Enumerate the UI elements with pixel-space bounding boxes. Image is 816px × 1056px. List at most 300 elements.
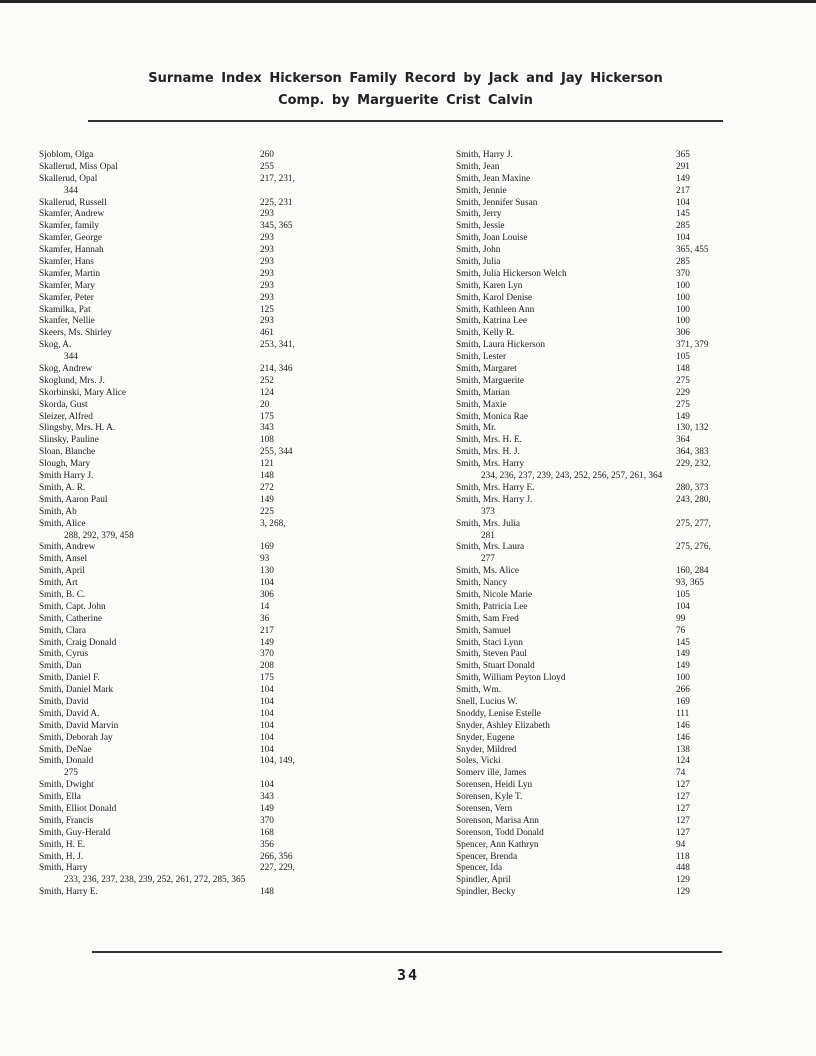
entry-name: Smith, Art: [39, 578, 78, 589]
index-entry: [39, 756, 369, 768]
index-entry: [39, 661, 369, 673]
entry-pages: 365: [676, 150, 690, 160]
entry-pages: 275: [676, 375, 690, 386]
entry-name: Skamfer, Peter: [39, 292, 94, 303]
entry-name: Skog, Andrew: [39, 364, 93, 375]
entry-pages: 93: [260, 554, 270, 565]
index-entry: [456, 875, 781, 887]
index-entry: [456, 733, 781, 745]
page-header: [88, 68, 723, 112]
index-entry: [39, 673, 369, 685]
entry-name: Smith, April: [39, 566, 85, 577]
entry-name: Somerv ille, James: [456, 768, 527, 779]
entry-name: Sorensen, Vern: [456, 803, 513, 814]
entry-pages: 130: [260, 566, 274, 577]
index-entry: [39, 459, 369, 471]
index-entry: [456, 435, 781, 447]
index-entry: [39, 376, 369, 388]
entry-name: Sorenson, Todd Donald: [456, 827, 544, 838]
entry-name: Spindler, April: [456, 875, 511, 886]
index-entry: [456, 638, 781, 650]
entry-name: Slough, Mary: [39, 459, 91, 470]
entry-pages: 104: [676, 197, 690, 208]
entry-pages: 149: [676, 173, 690, 184]
entry-pages: 129: [676, 875, 690, 886]
entry-pages: 293: [260, 209, 274, 220]
entry-pages: 356: [260, 839, 274, 850]
entry-pages: 111: [676, 708, 690, 719]
entry-pages: 125: [260, 304, 274, 315]
entry-pages-continued: 288, 292, 379, 458: [64, 530, 134, 541]
entry-pages: 252: [260, 375, 274, 386]
entry-name: Skallerud, Miss Opal: [39, 161, 118, 172]
entry-name: Smith, Marian: [456, 387, 510, 398]
index-column-right: [456, 150, 781, 899]
entry-pages: 149: [260, 494, 274, 505]
entry-name: Smith, Andrew: [39, 542, 96, 553]
index-entry: [39, 293, 369, 305]
entry-name: Smith, Ella: [39, 792, 81, 803]
index-entry: [39, 364, 369, 376]
entry-pages: 293: [260, 280, 274, 291]
index-entry: [39, 400, 369, 412]
entry-pages: 149: [260, 637, 274, 648]
index-entry: [39, 328, 369, 340]
entry-name: Smith, Mrs. H. E.: [456, 435, 522, 446]
entry-name: Smith, William Peyton Lloyd: [456, 673, 566, 684]
index-entry: [456, 281, 781, 293]
entry-name: Smith, John: [456, 245, 501, 256]
entry-name: Smith, Laura Hickerson: [456, 340, 546, 351]
entry-name: Smith, Donald: [39, 756, 94, 767]
index-entry: [456, 626, 781, 638]
entry-pages: 14: [260, 601, 270, 612]
entry-pages: 217: [260, 625, 274, 636]
index-entry: [456, 721, 781, 733]
top-border: [0, 0, 816, 3]
index-entry: [39, 697, 369, 709]
entry-name: Smith, Mrs. Julia: [456, 518, 521, 529]
entry-name: Smith, Harry E.: [39, 887, 98, 898]
index-entry: [39, 733, 369, 745]
entry-pages: 104: [260, 696, 274, 707]
entry-name: Smith, Nicole Marie: [456, 589, 533, 600]
index-entry: [456, 649, 781, 661]
header-title: Surname Index Hickerson Family Record by Jack and Jay Hickerson: [148, 71, 663, 86]
entry-name: Smith, Marguerite: [456, 375, 524, 386]
entry-name: Smith, Elliot Donald: [39, 803, 117, 814]
index-entry: [456, 673, 781, 685]
index-entry: [39, 840, 369, 852]
entry-pages-continued: 233, 236, 237, 238, 239, 252, 261, 272, 285, 365: [64, 875, 246, 886]
entry-pages: 104: [260, 578, 274, 589]
entry-name: Skamilka, Pat: [39, 304, 91, 315]
index-entry: [456, 233, 781, 245]
entry-name: Smith, Kelly R.: [456, 328, 515, 339]
entry-pages: 105: [676, 589, 690, 600]
index-entry: [456, 423, 781, 435]
entry-name: Smith, Mrs. Harry: [456, 459, 525, 470]
entry-name: Smith, David Marvin: [39, 720, 119, 731]
entry-pages: 105: [676, 352, 690, 363]
entry-pages: 217: [676, 185, 690, 196]
entry-name: Slinsky, Pauline: [39, 435, 99, 446]
entry-pages: 108: [260, 435, 274, 446]
index-entry: [456, 566, 781, 578]
entry-pages: 104: [260, 708, 274, 719]
index-entry: [456, 756, 781, 768]
entry-pages: 127: [676, 780, 690, 791]
entry-name: Smith, Harry J.: [456, 150, 513, 160]
index-entry: [456, 768, 781, 780]
entry-pages: 146: [676, 732, 690, 743]
index-entry: [39, 804, 369, 816]
entry-name: Slingsby, Mrs. H. A.: [39, 423, 116, 434]
index-entry: [39, 340, 369, 352]
entry-pages: 285: [676, 221, 690, 232]
entry-pages: 266, 356: [260, 851, 293, 862]
entry-name: Smith, Guy-Herald: [39, 827, 111, 838]
entry-pages: 370: [260, 649, 274, 660]
entry-pages: 127: [676, 815, 690, 826]
index-entry: [456, 364, 781, 376]
index-entry: [39, 828, 369, 840]
index-entry: [39, 852, 369, 864]
entry-name: Sorensen, Heidi Lyn: [456, 780, 533, 791]
entry-pages: 127: [676, 792, 690, 803]
index-entry: [456, 376, 781, 388]
entry-name: Smith, Clara: [39, 625, 86, 636]
entry-pages: 343: [260, 423, 274, 434]
entry-pages: 149: [676, 649, 690, 660]
entry-name: Snyder, Mildred: [456, 744, 517, 755]
index-entry: [456, 887, 781, 899]
entry-name: Skorbinski, Mary Alice: [39, 387, 127, 398]
index-entry: [39, 792, 369, 804]
entry-name: Skorda, Gust: [39, 399, 88, 410]
entry-pages: 130, 132: [676, 423, 709, 434]
index-entry: [456, 709, 781, 721]
entry-pages: 100: [676, 316, 690, 327]
index-entry: [456, 661, 781, 673]
entry-name: Smith Harry J.: [39, 471, 94, 482]
entry-pages: 371, 379: [676, 340, 709, 351]
entry-name: Smith, Ansel: [39, 554, 88, 565]
entry-name: Smith, Dan: [39, 661, 82, 672]
entry-pages: 229: [676, 387, 690, 398]
entry-name: Soles, Vicki: [456, 756, 501, 767]
index-entry: [39, 198, 369, 210]
entry-pages-continued: 234, 236, 237, 239, 243, 252, 256, 257, 261, 364: [481, 471, 663, 482]
entry-pages: 94: [676, 839, 686, 850]
entry-pages: 104: [260, 685, 274, 696]
index-entry: [456, 804, 781, 816]
entry-pages: 100: [676, 292, 690, 303]
entry-pages: 217, 231,: [260, 173, 295, 184]
entry-pages: 280, 373: [676, 482, 709, 493]
entry-pages-continued: 344: [64, 185, 78, 196]
entry-name: Smith, Daniel F.: [39, 673, 100, 684]
index-entry: [456, 293, 781, 305]
entry-name: Smith, Mrs. H. J.: [456, 447, 520, 458]
entry-pages: 370: [260, 815, 274, 826]
index-entry: [456, 816, 781, 828]
index-entry: [456, 209, 781, 221]
entry-name: Smith, Aaron Paul: [39, 494, 108, 505]
entry-name: Smith, Catherine: [39, 613, 103, 624]
entry-name: Sorenson, Marisa Ann: [456, 815, 539, 826]
index-entry: [39, 412, 369, 424]
entry-pages: 124: [676, 756, 690, 767]
entry-name: Smith, Karen Lyn: [456, 280, 523, 291]
entry-pages: 461: [260, 328, 274, 339]
entry-name: Smith, Alice: [39, 518, 86, 529]
entry-name: Skamfer, Andrew: [39, 209, 105, 220]
entry-pages: 243, 280,: [676, 494, 711, 505]
index-entry: [39, 554, 369, 566]
entry-pages: 275, 277,: [676, 518, 711, 529]
index-entry: [39, 150, 369, 162]
index-entry: [39, 495, 369, 507]
index-entry: [39, 435, 369, 447]
index-entry: [456, 519, 781, 531]
index-entry: [39, 423, 369, 435]
entry-pages: 208: [260, 661, 274, 672]
index-entry: [39, 245, 369, 257]
index-entry: [456, 685, 781, 697]
index-entry: [456, 578, 781, 590]
index-entry: [456, 495, 781, 507]
index-entry: [456, 186, 781, 198]
entry-pages: 345, 365: [260, 221, 293, 232]
entry-name: Snoddy, Lenise Estelle: [456, 708, 541, 719]
entry-pages: 255, 344: [260, 447, 293, 458]
entry-name: Skog, A.: [39, 340, 72, 351]
entry-name: Skanfer, Nellie: [39, 316, 95, 327]
entry-pages: 448: [676, 863, 690, 874]
entry-pages: 121: [260, 459, 274, 470]
entry-name: Snyder, Eugene: [456, 732, 515, 743]
index-entry: [39, 221, 369, 233]
index-entry: [456, 305, 781, 317]
entry-name: Smith, Joan Louise: [456, 233, 528, 244]
entry-name: Smith, Maxie: [456, 399, 507, 410]
entry-pages: 104: [676, 601, 690, 612]
index-entry: [39, 602, 369, 614]
index-entry: [39, 638, 369, 650]
index-entry: [39, 483, 369, 495]
entry-name: Smith, Sam Fred: [456, 613, 519, 624]
index-entry: [456, 352, 781, 364]
entry-name: Smith, Jennifer Susan: [456, 197, 538, 208]
index-entry: [456, 697, 781, 709]
entry-pages: 148: [676, 364, 690, 375]
entry-pages: 104: [260, 732, 274, 743]
entry-pages-continued: 275: [64, 768, 78, 779]
entry-pages: 225, 231: [260, 197, 293, 208]
entry-pages: 227, 229,: [260, 863, 295, 874]
index-entry: [456, 388, 781, 400]
entry-name: Smith, Harry: [39, 863, 88, 874]
entry-name: Sloan, Blanche: [39, 447, 96, 458]
index-entry: [39, 578, 369, 590]
index-entry: [39, 316, 369, 328]
index-entry: [39, 780, 369, 792]
entry-pages: 145: [676, 209, 690, 220]
index-entry: [456, 863, 781, 875]
entry-name: Smith, Francis: [39, 815, 94, 826]
entry-name: Skamfer, family: [39, 221, 100, 232]
entry-name: Smith, Jessie: [456, 221, 505, 232]
index-entry: [456, 447, 781, 459]
index-entry: [39, 269, 369, 281]
entry-name: Smith, Jean Maxine: [456, 173, 531, 184]
entry-name: Smith, Capt. John: [39, 601, 106, 612]
entry-pages: 272: [260, 482, 274, 493]
entry-pages: 175: [260, 411, 274, 422]
entry-name: Sjoblom, Olga: [39, 150, 94, 160]
entry-name: Sleizer, Alfred: [39, 411, 93, 422]
entry-name: Smith, Patricia Lee: [456, 601, 528, 612]
index-entry: [456, 792, 781, 804]
index-entry: [39, 209, 369, 221]
index-entry: [39, 566, 369, 578]
entry-pages: 260: [260, 150, 274, 160]
entry-pages: 169: [676, 696, 690, 707]
index-entry: [39, 709, 369, 721]
index-entry: [456, 221, 781, 233]
entry-pages: 160, 284: [676, 566, 709, 577]
entry-name: Smith, Samuel: [456, 625, 511, 636]
entry-pages: 214, 346: [260, 364, 293, 375]
entry-name: Smith, Jennie: [456, 185, 507, 196]
index-entry: [456, 614, 781, 626]
entry-pages: 365, 455: [676, 245, 709, 256]
index-entry: [456, 340, 781, 352]
entry-pages: 293: [260, 292, 274, 303]
entry-pages: 3, 268,: [260, 518, 286, 529]
entry-pages: 149: [676, 411, 690, 422]
index-entry: [39, 174, 369, 186]
index-entry: [39, 590, 369, 602]
entry-name: Smith, Kathleen Ann: [456, 304, 535, 315]
entry-name: Snell, Lucius W.: [456, 696, 518, 707]
index-entry: [39, 471, 369, 483]
entry-pages: 306: [260, 589, 274, 600]
entry-name: Smith, David A.: [39, 708, 100, 719]
entry-pages: 364, 383: [676, 447, 709, 458]
entry-pages: 275: [676, 399, 690, 410]
entry-name: Smith, Lester: [456, 352, 507, 363]
entry-name: Skamfer, Hans: [39, 257, 94, 268]
entry-name: Skallerud, Russell: [39, 197, 107, 208]
entry-name: Skeers, Ms. Shirley: [39, 328, 112, 339]
entry-pages-continued: 281: [481, 530, 495, 541]
entry-name: Smith, A. R.: [39, 482, 86, 493]
index-entry: [456, 174, 781, 186]
index-entry: [39, 388, 369, 400]
index-entry: [456, 328, 781, 340]
entry-name: Smith, Julia Hickerson Welch: [456, 268, 567, 279]
index-entry: [456, 590, 781, 602]
entry-pages: 145: [676, 637, 690, 648]
entry-name: Smith, Mrs. Laura: [456, 542, 525, 553]
header-subtitle: Comp. by Marguerite Crist Calvin: [278, 93, 533, 108]
entry-name: Smith, Cyrus: [39, 649, 89, 660]
entry-name: Smith, Stuart Donald: [456, 661, 535, 672]
entry-pages: 129: [676, 887, 690, 898]
entry-pages: 169: [260, 542, 274, 553]
index-entry: [456, 745, 781, 757]
index-entry: [39, 626, 369, 638]
index-entry: [39, 863, 369, 875]
entry-name: Skamfer, Martin: [39, 268, 101, 279]
entry-pages: 229, 232,: [676, 459, 711, 470]
entry-name: Smith, Karol Denise: [456, 292, 533, 303]
entry-name: Skamfer, George: [39, 233, 102, 244]
index-entry: [456, 269, 781, 281]
entry-pages: 146: [676, 720, 690, 731]
index-entry: [456, 780, 781, 792]
index-entry: [39, 614, 369, 626]
entry-pages: 138: [676, 744, 690, 755]
entry-name: Skoglund, Mrs. J.: [39, 375, 105, 386]
entry-name: Skamfer, Mary: [39, 280, 95, 291]
entry-pages: 104: [676, 233, 690, 244]
index-entry: [39, 745, 369, 757]
entry-pages: 293: [260, 316, 274, 327]
index-entry: [456, 162, 781, 174]
entry-name: Smith, Ms. Alice: [456, 566, 520, 577]
index-entry: [39, 507, 369, 519]
header-rule: [88, 120, 723, 122]
entry-pages-continued: 277: [481, 554, 495, 565]
index-entry: [39, 649, 369, 661]
index-entry: [39, 281, 369, 293]
entry-name: Smith, Monica Rae: [456, 411, 529, 422]
index-entry: [39, 233, 369, 245]
entry-pages: 306: [676, 328, 690, 339]
entry-pages: 253, 341,: [260, 340, 295, 351]
entry-name: Spencer, Brenda: [456, 851, 518, 862]
entry-pages: 168: [260, 827, 274, 838]
entry-pages: 175: [260, 673, 274, 684]
index-column-left: [39, 150, 369, 899]
page-number: 34: [396, 966, 420, 984]
entry-name: Smith, Nancy: [456, 578, 508, 589]
index-entry: [39, 685, 369, 697]
entry-pages-continued: 373: [481, 506, 495, 517]
entry-name: Snyder, Ashley Elizabeth: [456, 720, 550, 731]
entry-name: Smith, Jean: [456, 161, 500, 172]
entry-name: Spencer, Ida: [456, 863, 503, 874]
entry-pages: 74: [676, 768, 686, 779]
entry-pages: 99: [676, 613, 686, 624]
entry-pages: 93, 365: [676, 578, 704, 589]
index-entry: [39, 887, 369, 899]
entry-pages: 104: [260, 780, 274, 791]
entry-pages: 149: [676, 661, 690, 672]
entry-pages: 104: [260, 744, 274, 755]
entry-name: Smith, Daniel Mark: [39, 685, 114, 696]
entry-name: Smith, Margaret: [456, 364, 517, 375]
index-entry: [456, 602, 781, 614]
entry-pages: 266: [676, 685, 690, 696]
index-entry: [39, 305, 369, 317]
index-entry: [456, 828, 781, 840]
entry-pages: 291: [676, 161, 690, 172]
entry-pages: 149: [260, 803, 274, 814]
